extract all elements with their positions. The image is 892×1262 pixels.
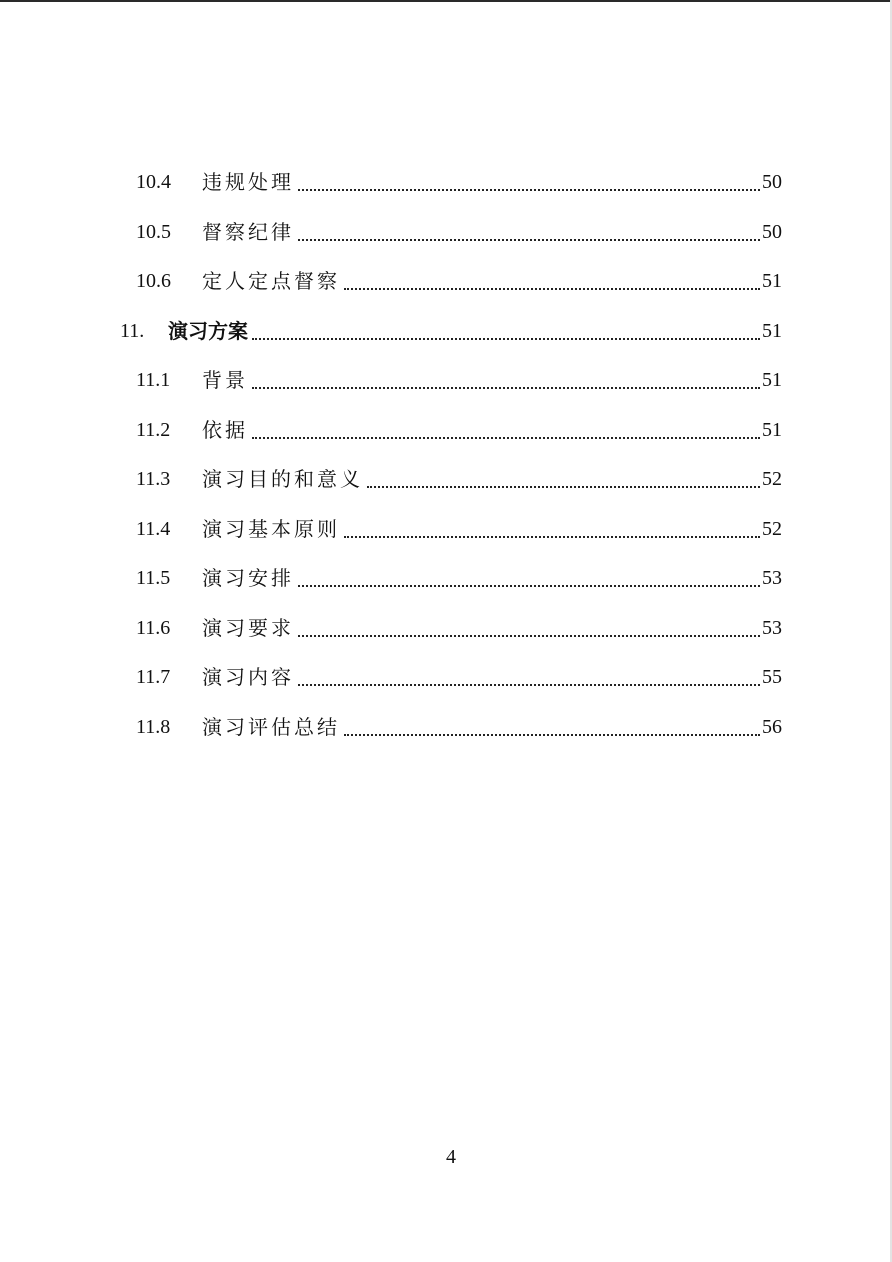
toc-entry-title: 演习内容 [202, 665, 294, 689]
toc-dot-leader [344, 524, 760, 538]
toc-entry-page: 51 [762, 369, 782, 391]
page-top-border [0, 0, 892, 2]
toc-entry-page: 50 [762, 171, 782, 193]
toc-entry-title: 违规处理 [202, 170, 294, 194]
toc-entry-number: 11.2 [136, 419, 171, 441]
toc-dot-leader [367, 474, 760, 488]
toc-entry[interactable] [136, 511, 782, 547]
toc-chapter-title: 演习方案 [168, 319, 248, 343]
toc-entry-title: 演习基本原则 [202, 517, 340, 541]
toc-entry-title: 演习目的和意义 [202, 467, 363, 491]
toc-entry[interactable] [136, 560, 782, 596]
toc-dot-leader [298, 623, 760, 637]
toc-entry-page: 53 [762, 567, 782, 589]
toc-entry-number: 11.6 [136, 617, 171, 639]
toc-entry-number: 10.6 [136, 270, 171, 292]
toc-entry-page: 51 [762, 419, 782, 441]
toc-chapter-entry[interactable] [120, 313, 782, 349]
toc-dot-leader [298, 672, 760, 686]
toc-entry-number: 11.8 [136, 716, 171, 738]
toc-entry-title: 演习要求 [202, 616, 294, 640]
toc-entry-title: 定人定点督察 [202, 269, 340, 293]
toc-entry-title: 演习评估总结 [202, 715, 340, 739]
toc-entry-number: 11.1 [136, 369, 171, 391]
toc-dot-leader [298, 177, 760, 191]
toc-dot-leader [298, 227, 760, 241]
toc-entry-title: 背景 [202, 368, 248, 392]
toc-entry[interactable] [136, 610, 782, 646]
toc-chapter-number: 11. [120, 320, 145, 342]
toc-dot-leader [252, 326, 760, 340]
toc-entry-page: 53 [762, 617, 782, 639]
toc-entry-title: 依据 [202, 418, 248, 442]
toc-entry-page: 52 [762, 518, 782, 540]
toc-entry-number: 11.4 [136, 518, 171, 540]
toc-entry-number: 10.4 [136, 171, 171, 193]
toc-entry-number: 11.3 [136, 468, 171, 490]
toc-dot-leader [252, 425, 760, 439]
toc-entry-page: 56 [762, 716, 782, 738]
toc-entry-number: 11.7 [136, 666, 171, 688]
toc-dot-leader [252, 375, 760, 389]
toc-entry-title: 督察纪律 [202, 220, 294, 244]
toc-entry[interactable] [136, 461, 782, 497]
toc-entry[interactable] [136, 709, 782, 745]
toc-entry[interactable] [136, 659, 782, 695]
toc-entry-page: 51 [762, 270, 782, 292]
toc-entry[interactable] [136, 362, 782, 398]
toc-entry[interactable] [136, 214, 782, 250]
toc-entry[interactable] [136, 263, 782, 299]
toc-entry-page: 52 [762, 468, 782, 490]
toc-dot-leader [298, 573, 760, 587]
toc-dot-leader [344, 276, 760, 290]
toc-entry-number: 10.5 [136, 221, 171, 243]
page-number: 4 [446, 1146, 456, 1168]
toc-entry-page: 55 [762, 666, 782, 688]
toc-chapter-page: 51 [762, 320, 782, 342]
toc-entry[interactable] [136, 164, 782, 200]
toc-entry-page: 50 [762, 221, 782, 243]
toc-entry-title: 演习安排 [202, 566, 294, 590]
toc-entry[interactable] [136, 412, 782, 448]
toc-entry-number: 11.5 [136, 567, 171, 589]
toc-dot-leader [344, 722, 760, 736]
